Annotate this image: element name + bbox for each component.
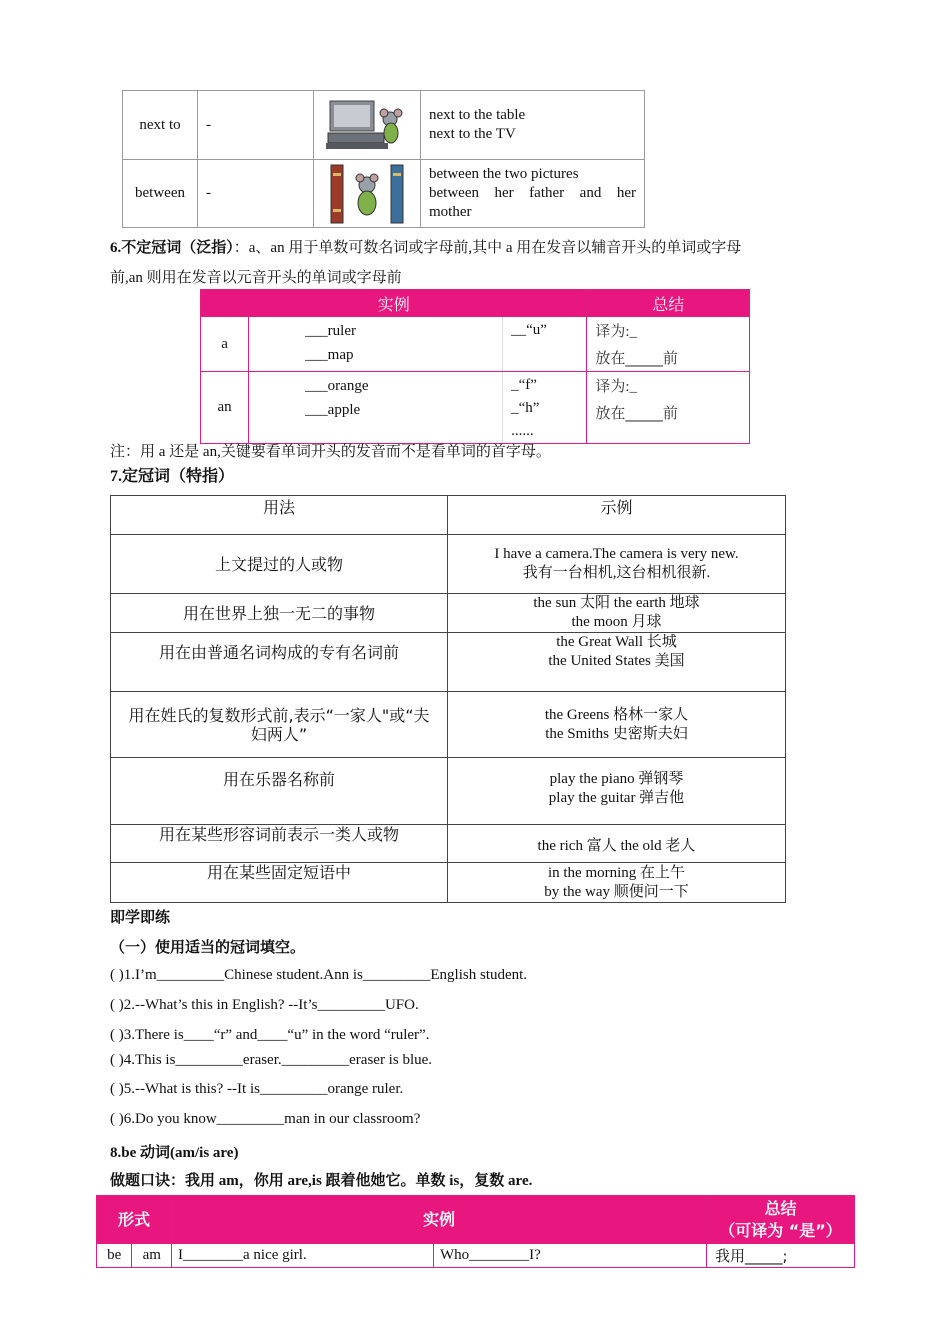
table-row xyxy=(201,372,750,444)
word-cell: next to xyxy=(123,91,198,160)
example-line: the Great Wall 长城 xyxy=(556,634,677,650)
example-line: next to the TV xyxy=(429,126,516,142)
word-line: ___orange xyxy=(305,378,369,394)
example-cell xyxy=(421,91,645,160)
summary-cell: 我用_____; xyxy=(707,1244,855,1268)
practice-item: ( )6.Do you know_________man in our classroom? xyxy=(110,1111,421,1127)
word-line: ___map xyxy=(305,347,354,363)
practice-title: 即学即练 xyxy=(110,910,171,926)
example-line: the United States 美国 xyxy=(548,653,685,669)
example-cell xyxy=(448,863,786,903)
usage-cell: 用在由普通名词构成的专有名词前 xyxy=(111,633,448,692)
header-example: 实例 xyxy=(201,290,587,317)
section-6-text xyxy=(110,233,830,293)
letter-line: _“h” xyxy=(511,400,540,416)
usage-cell: 用在乐器名称前 xyxy=(111,758,448,825)
example-cell xyxy=(448,825,786,863)
practice-item: ( )1.I’m_________Chinese student.Ann is_________English student. xyxy=(110,967,528,983)
am-cell: am xyxy=(132,1244,172,1268)
article-cell: a xyxy=(201,317,249,372)
section-6-line-1: ：a、an 用于单数可数名词或字母前,其中 a 用在发音以辅音开头的单词或字母 xyxy=(233,240,742,256)
example-cell xyxy=(448,594,786,633)
header-summary: 总结 xyxy=(587,290,750,317)
header-example: 示例 xyxy=(448,496,786,535)
example-cell: I________a nice girl. xyxy=(172,1244,434,1268)
table-row xyxy=(111,633,786,692)
usage-cell: 用在世界上独一无二的事物 xyxy=(111,594,448,633)
summary-line: 放在_____前 xyxy=(595,404,678,422)
practice-item: ( )2.--What’s this in English? --It’s_________UFO. xyxy=(110,997,419,1013)
table-row xyxy=(123,160,645,228)
example-line: the sun 太阳 the earth 地球 xyxy=(533,595,700,611)
header-usage: 用法 xyxy=(111,496,448,535)
example-line: I have a camera.The camera is very new. xyxy=(494,546,739,562)
letter-line: ...... xyxy=(511,423,534,439)
section-7-heading: 7.定冠词（特指） xyxy=(110,468,235,485)
example-line: between the two pictures xyxy=(429,166,579,182)
example-line: 我有一台相机,这台相机很新. xyxy=(522,565,711,581)
table-row xyxy=(111,594,786,633)
table-row xyxy=(111,692,786,758)
header-form: 形式 xyxy=(97,1196,172,1244)
be-verb-table xyxy=(96,1195,855,1268)
example-line: the Greens 格林一家人 xyxy=(544,706,689,723)
words-cell xyxy=(249,372,503,444)
header-summary-line-1: 总结 xyxy=(764,1198,797,1218)
word-line: ___apple xyxy=(305,402,361,418)
words-cell xyxy=(249,317,503,372)
table-row xyxy=(111,758,786,825)
table-row xyxy=(123,91,645,160)
example-line: mother xyxy=(429,204,472,220)
summary-cell xyxy=(587,372,750,444)
image-cell xyxy=(314,91,421,160)
definite-article-table xyxy=(110,495,786,903)
example-cell xyxy=(448,633,786,692)
table-row xyxy=(111,535,786,594)
summary-line: 放在_____前 xyxy=(595,349,678,367)
practice-item: ( )3.There is____“r” and____“u” in the word “ruler”. xyxy=(110,1027,430,1043)
header-summary xyxy=(707,1196,855,1244)
usage-cell: 用在某些形容词前表示一类人或物 xyxy=(111,825,448,863)
practice-item: ( )5.--What is this? --It is_________orange ruler. xyxy=(110,1081,404,1097)
usage-cell: 用在姓氏的复数形式前,表示“一家人"或“夫妇两人” xyxy=(111,692,448,758)
header-example: 实例 xyxy=(172,1196,707,1244)
letters-cell xyxy=(503,372,587,444)
example-cell: Who________I? xyxy=(434,1244,707,1268)
example-line: the Smiths 史密斯夫妇 xyxy=(545,725,688,742)
example-cell xyxy=(448,758,786,825)
example-cell xyxy=(448,692,786,758)
word-cell: between xyxy=(123,160,198,228)
example-cell xyxy=(448,535,786,594)
section-8-heading: 8.be 动词(am/is are) xyxy=(110,1145,239,1161)
table-row xyxy=(111,825,786,863)
blank-cell: - xyxy=(198,160,314,228)
example-cell xyxy=(421,160,645,228)
table-row xyxy=(97,1244,855,1268)
section-6-note: 注：用 a 还是 an,关键要看单词开头的发音而不是看单词的首字母。 xyxy=(110,444,551,460)
mouse-next-to-tv-picture xyxy=(326,97,408,153)
image-cell xyxy=(314,160,421,228)
table-row xyxy=(111,863,786,903)
header-summary-line-2: （可译为 “是”） xyxy=(719,1220,842,1240)
practice-item: ( )4.This is_________eraser._________eraser is blue. xyxy=(110,1052,433,1068)
letter-line: _“f” xyxy=(511,377,537,393)
usage-cell: 用在某些固定短语中 xyxy=(111,863,448,903)
summary-cell xyxy=(587,317,750,372)
section-6-heading: 6.不定冠词（泛指） xyxy=(110,240,234,256)
preposition-table xyxy=(122,90,645,228)
be-cell: be xyxy=(97,1244,132,1268)
indefinite-article-table xyxy=(200,289,750,444)
word-line: ___ruler xyxy=(305,323,356,339)
summary-line: 译为:_ xyxy=(595,379,638,395)
example-line: the rich 富人 the old 老人 xyxy=(537,838,696,854)
article-cell: an xyxy=(201,372,249,444)
letters-cell xyxy=(503,317,587,372)
section-6-line-2: 前,an 则用在发音以元音开头的单词或字母前 xyxy=(110,270,402,286)
example-line: play the piano 弹钢琴 xyxy=(549,771,684,787)
practice-subtitle: （一）使用适当的冠词填空。 xyxy=(110,940,306,956)
example-line: by the way 顺便问一下 xyxy=(544,883,689,900)
example-line: the moon 月球 xyxy=(571,614,662,630)
usage-cell: 上文提过的人或物 xyxy=(111,535,448,594)
section-8-tip: 做题口诀：我用 am，你用 are,is 跟着他她它。单数 is，复数 are. xyxy=(110,1173,533,1189)
mouse-between-books-picture xyxy=(329,163,405,225)
summary-line: 译为:_ xyxy=(595,324,638,340)
blank-cell: - xyxy=(198,91,314,160)
example-line: between her father and her xyxy=(429,185,636,201)
example-line: in the morning 在上午 xyxy=(547,864,686,881)
letter-line: __“u” xyxy=(511,322,547,338)
example-line: play the guitar 弹吉他 xyxy=(548,790,685,806)
table-row xyxy=(201,317,750,372)
example-line: next to the table xyxy=(429,107,526,123)
